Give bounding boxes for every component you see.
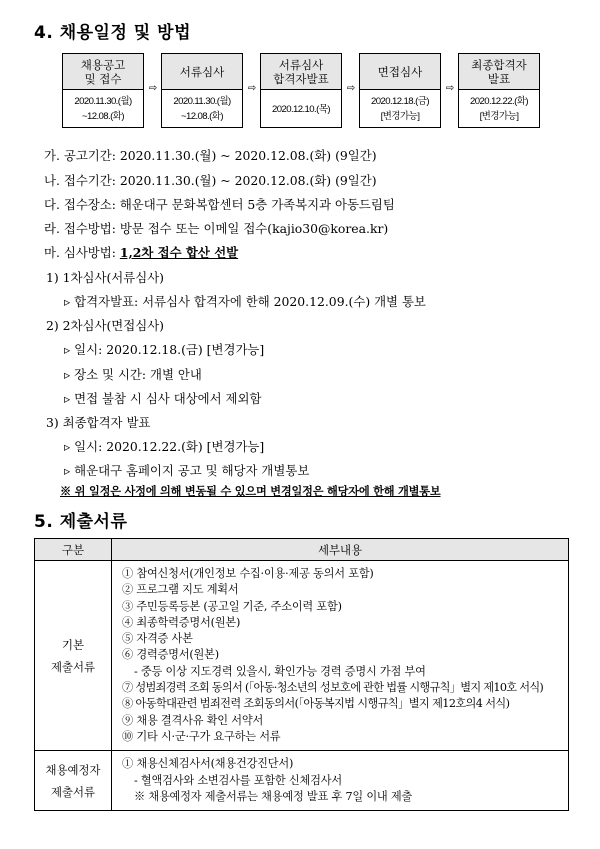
- list-item: ① 참여신청서(개인정보 수집·이용·제공 동의서 포함): [122, 567, 374, 580]
- flow-arrow-icon: ⇨: [247, 83, 257, 94]
- flow-step-5: [458, 53, 540, 128]
- list-item: ③ 주민등록등본 (공고일 기준, 주소이력 포함): [122, 599, 342, 613]
- flow-arrow-icon: ⇨: [346, 83, 356, 94]
- flow-step-label: 서류심사 합격자발표: [261, 54, 341, 90]
- flow-step-date: 2020.11.30.(월) ~12.08.(화): [173, 96, 231, 122]
- flow-step-date: 2020.12.18.(금) [변경가능]: [371, 96, 429, 122]
- reception-place-line: 다. 접수장소: 해운대구 문화복합센터 5층 가족복지과 아동드림팀: [44, 197, 395, 212]
- row-category: 기본 제출서류: [35, 561, 112, 751]
- sub1-title: 1) 1차심사(서류심사): [46, 270, 164, 285]
- schedule-flow: [62, 53, 542, 128]
- review-method-line: [44, 244, 238, 262]
- table-header-row: [35, 539, 569, 561]
- sub1-item: ▹ 합격자발표: 서류심사 합격자에 한해 2020.12.09.(수) 개별 통보: [64, 294, 426, 309]
- header-category: 구분: [35, 539, 112, 561]
- flow-arrow-icon: ⇨: [445, 83, 455, 94]
- list-item: ④ 최종학력증명서(원본): [122, 615, 241, 629]
- period-line: 가. 공고기간: 2020.11.30.(월) ~ 2020.12.08.(화) (9일간): [44, 148, 377, 163]
- schedule-note: ※ 위 일정은 사정에 의해 변동될 수 있으며 변경일정은 해당자에 한해 개별통보: [60, 484, 441, 498]
- flow-step-2: [161, 53, 243, 128]
- flow-step-date: 2020.12.10.(목): [272, 103, 330, 115]
- list-item: ⑩ 기타 시·군·구가 요구하는 서류: [122, 729, 281, 743]
- flow-step-label: 서류심사: [162, 54, 242, 90]
- list-item: ⑧ 아동학대관련 범죄전력 조회동의서(「아동복지법 시행규칙」별지 제12호의4 서식): [122, 697, 510, 711]
- flow-step-label: 채용공고 및 접수: [63, 54, 143, 90]
- list-item: ⑨ 채용 결격사유 확인 서약서: [122, 713, 264, 727]
- list-item: ⑤ 자격증 사본: [122, 632, 193, 646]
- row-items: [112, 751, 569, 811]
- documents-table: [34, 538, 569, 811]
- list-subitem: - 중등 이상 지도경력 있을시, 확인가능 경력 증명시 가점 부여: [134, 664, 426, 678]
- sub2-title: 2) 2차심사(면접심사): [46, 318, 164, 333]
- flow-arrow-icon: ⇨: [148, 83, 158, 94]
- list-item: ① 채용신체검사서(채용건강진단서): [122, 757, 294, 771]
- table-row: [35, 751, 569, 811]
- table-row: [35, 561, 569, 751]
- list-subitem: ※ 채용예정자 제출서류는 채용예정 발표 후 7일 이내 제출: [134, 789, 413, 803]
- header-details: 세부내용: [112, 539, 569, 561]
- section-5-title: 5. 제출서류: [34, 512, 128, 532]
- flow-step-label: 최종합격자 발표: [459, 54, 539, 90]
- flow-step-date: 2020.12.22.(화) [변경가능]: [470, 96, 528, 122]
- flow-step-3: [260, 53, 342, 128]
- flow-step-date: 2020.11.30.(월) ~12.08.(화): [74, 96, 132, 122]
- row-items: [112, 561, 569, 751]
- row-category: 채용예정자 제출서류: [35, 751, 112, 811]
- reception-period-line: 나. 접수기간: 2020.11.30.(월) ~ 2020.12.08.(화) (9일간): [44, 173, 377, 188]
- sub2-item: ▹ 장소 및 시간: 개별 안내: [64, 367, 202, 382]
- flow-step-4: [359, 53, 441, 128]
- reception-method-line: 라. 접수방법: 방문 접수 또는 이메일 접수(kajio30@korea.kr): [44, 221, 389, 236]
- sub2-item: ▹ 면접 불참 시 심사 대상에서 제외함: [64, 391, 262, 406]
- list-subitem: - 혈액검사와 소변검사를 포함한 신체검사서: [134, 773, 342, 787]
- section-4-title: 4. 채용일정 및 방법: [34, 23, 191, 43]
- review-method-prefix: 마. 심사방법:: [44, 245, 120, 260]
- sub2-item: ▹ 일시: 2020.12.18.(금) [변경가능]: [64, 342, 265, 357]
- list-item: ⑦ 성범죄경력 조회 동의서 (「아동·청소년의 성보호에 관한 법률 시행규칙」별지 제10호 서식): [122, 681, 544, 695]
- flow-step-1: [62, 53, 144, 128]
- sub3-title: 3) 최종합격자 발표: [46, 415, 151, 430]
- sub3-item: ▹ 일시: 2020.12.22.(화) [변경가능]: [64, 439, 265, 454]
- review-method-emphasis: 1,2차 접수 합산 선발: [119, 245, 239, 260]
- sub3-item: ▹ 해운대구 홈페이지 공고 및 해당자 개별통보: [64, 463, 310, 478]
- list-item: ② 프로그램 지도 계획서: [122, 583, 239, 597]
- flow-step-label: 면접심사: [360, 54, 440, 90]
- list-item: ⑥ 경력증명서(원본): [122, 648, 219, 662]
